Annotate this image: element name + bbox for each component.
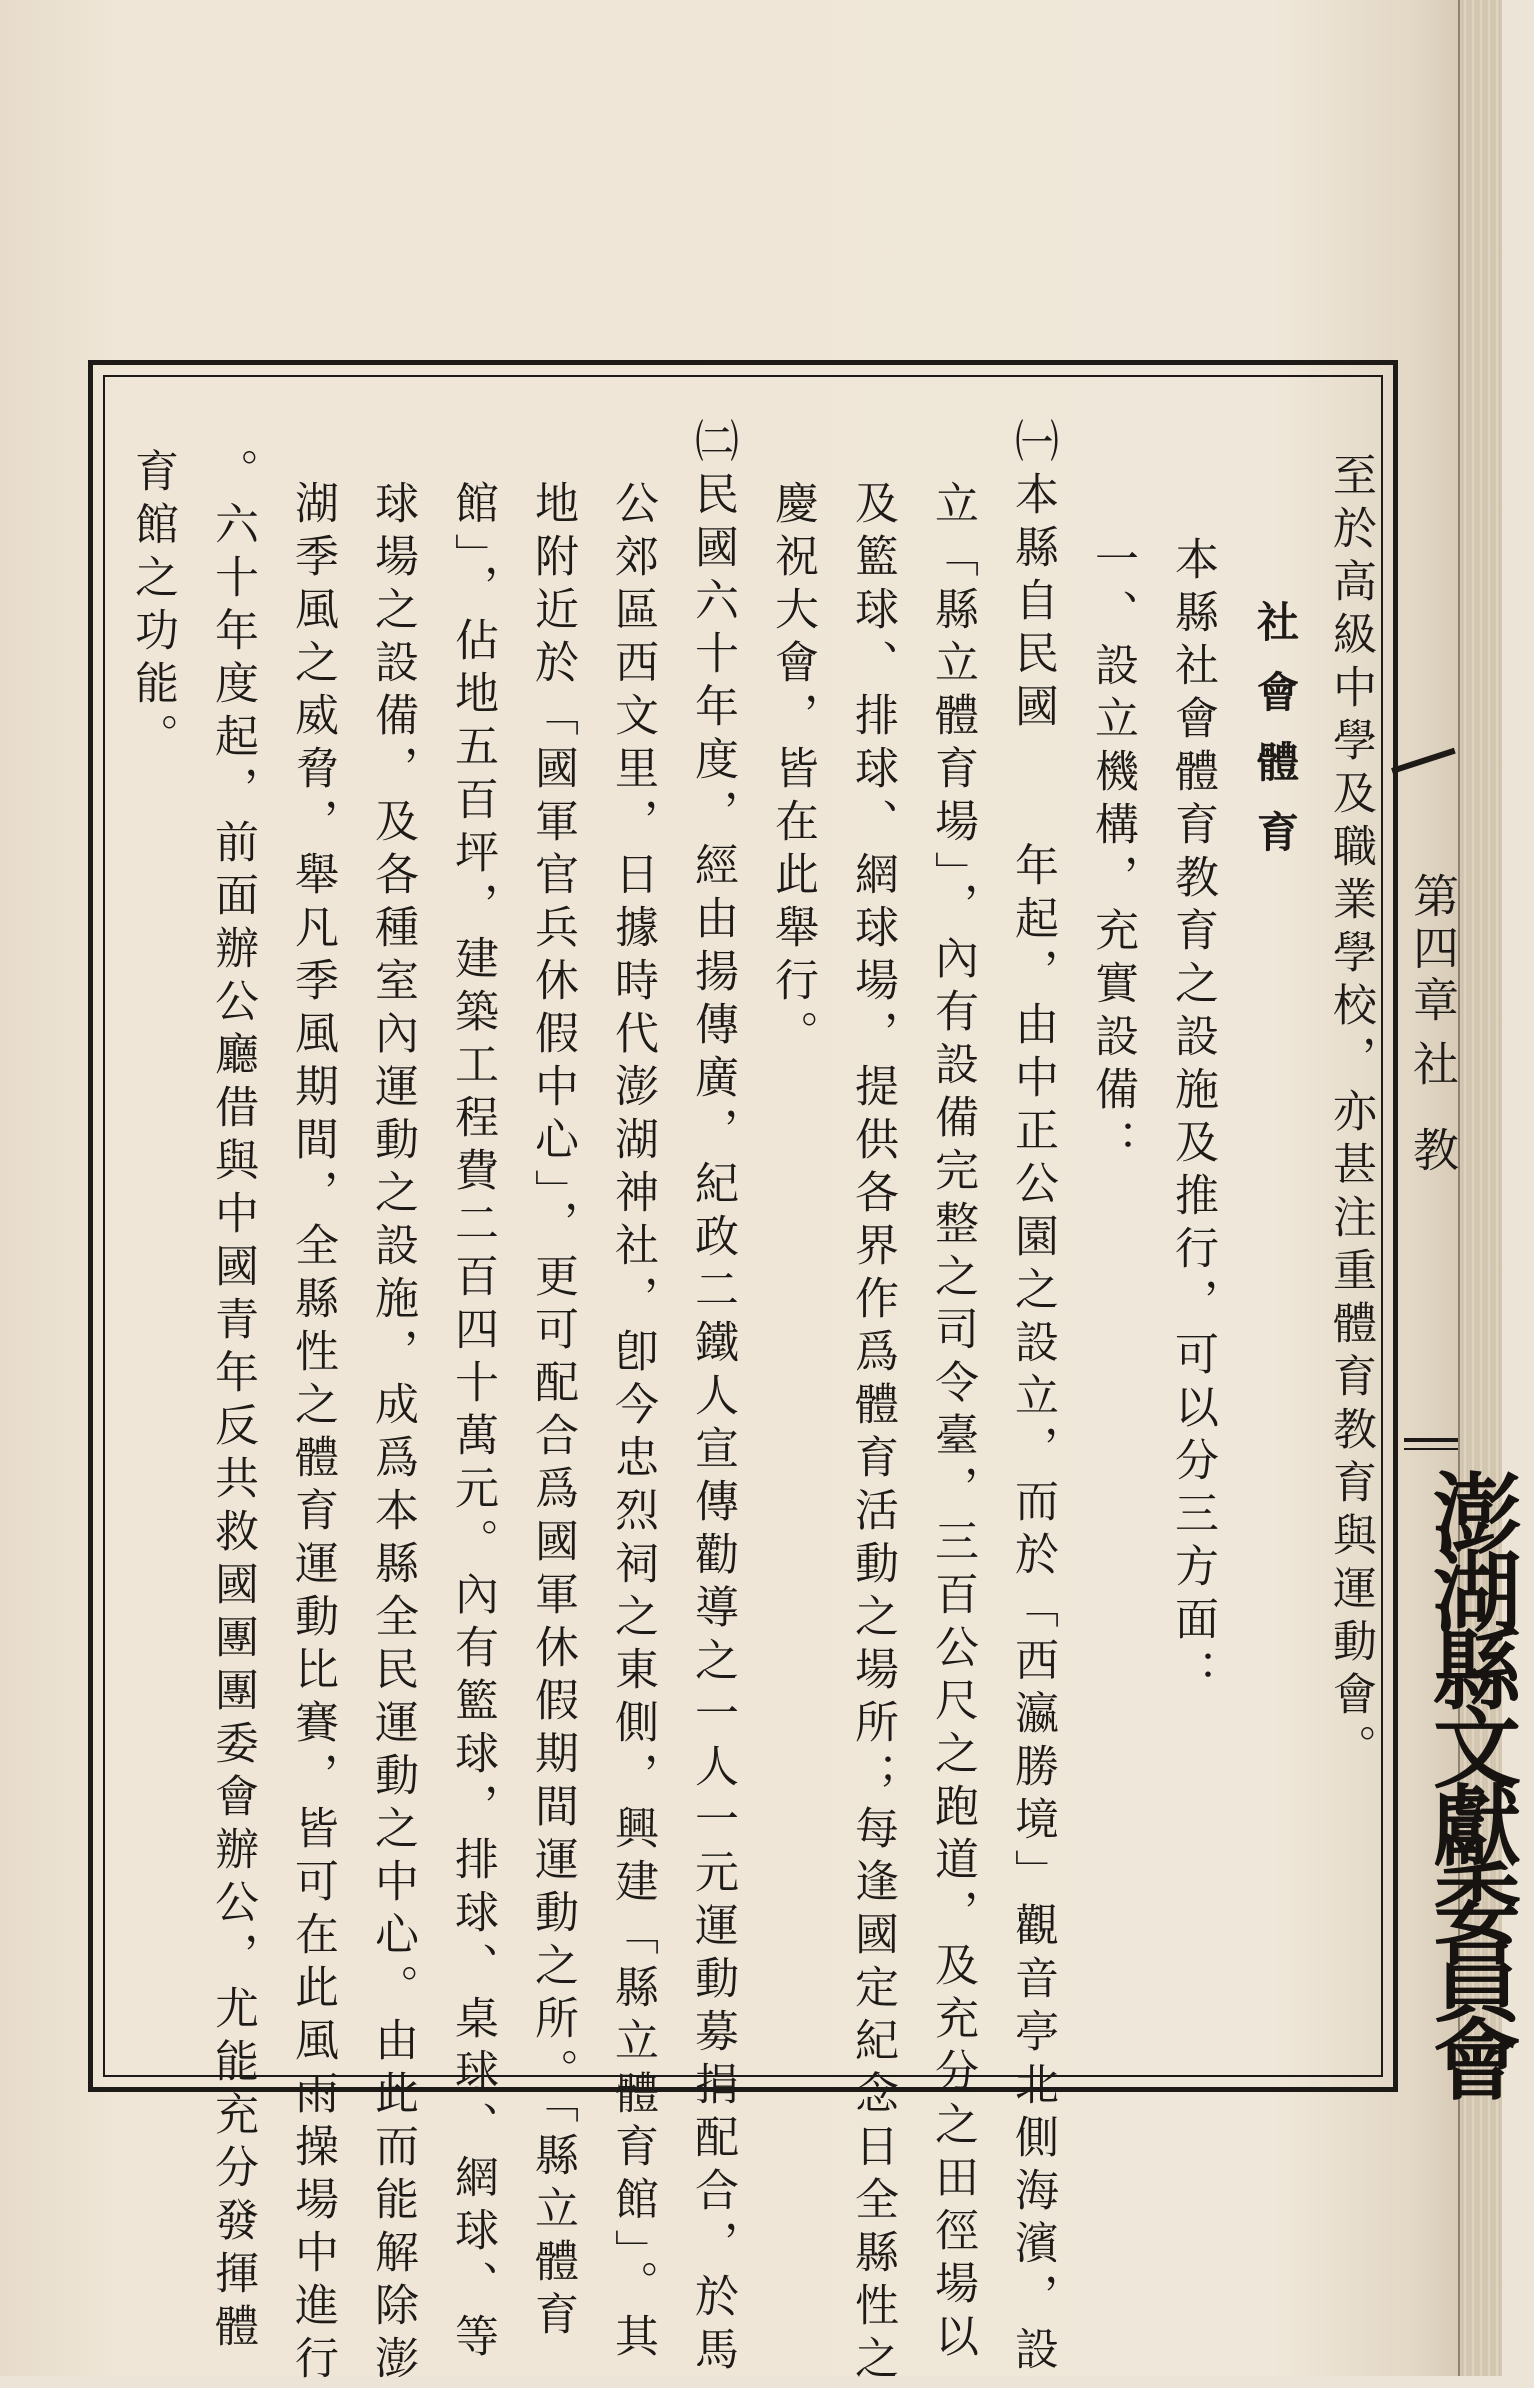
section-heading-social-sports: 社會體育 — [1251, 600, 1300, 880]
publisher-name: 澎湖縣文獻委員會 — [1419, 1468, 1523, 2092]
text-column-11: 地附近於「國軍官兵休假中心」，更可配合爲國軍休假期間運動之所。「縣立體育 — [527, 480, 578, 2344]
text-column-12: 館」，佔地五百坪，建築工程費二百四十萬元。內有籃球，排球、桌球、網球、等 — [447, 480, 498, 2366]
chapter-title: 社教 — [1406, 1040, 1460, 1212]
text-column-14: 湖季風之威脅，舉凡季風期間，全縣性之體育運動比賽，皆可在此風雨操場中進行 — [287, 480, 338, 2388]
header-rule-bottom — [1404, 1448, 1458, 1450]
chapter-label: 第四章 — [1406, 872, 1460, 1028]
text-column-15: 。六十年度起，前面辦公廳借與中國青年反共救國團團委會辦公，尤能充分發揮體 — [207, 448, 258, 2356]
text-column-9: ㈡民國六十年度，經由揚傳廣，紀政二鐵人宣傳勸導之一人一元運動募捐配合，於馬 — [687, 418, 738, 2379]
header-rule-top — [1404, 1438, 1458, 1442]
text-column-13: 球場之設備，及各種室內運動之設施，成爲本縣全民運動之中心。由此而能解除澎 — [367, 480, 418, 2388]
text-column-7: 及籃球、排球、網球場，提供各界作爲體育活動之場所；每逢國定紀念日全縣性之 — [847, 480, 898, 2388]
text-column-4: 一、設立機構，充實設備： — [1087, 536, 1138, 1172]
text-column-10: 公郊區西文里，日據時代澎湖神社，卽今忠烈祠之東側，興建「縣立體育館」。其 — [607, 480, 658, 2366]
text-column-6: 立「縣立體育場」，內有設備完整之司令臺，三百公尺之跑道，及充分之田徑場以 — [927, 480, 978, 2366]
text-column-5: ㈠本縣自民國 年起，由中正公園之設立，而於「西瀛勝境」觀音亭北側海濱，設 — [1007, 418, 1058, 2379]
text-column-16: 育館之功能。 — [127, 448, 178, 766]
text-column-2: 本縣社會體育教育之設施及推行，可以分三方面： — [1167, 536, 1218, 1702]
text-column-8: 慶祝大會，皆在此舉行。 — [767, 480, 818, 1063]
text-column-1: 至於高級中學及職業學校，亦甚注重體育教育與運動會。 — [1325, 452, 1376, 1777]
